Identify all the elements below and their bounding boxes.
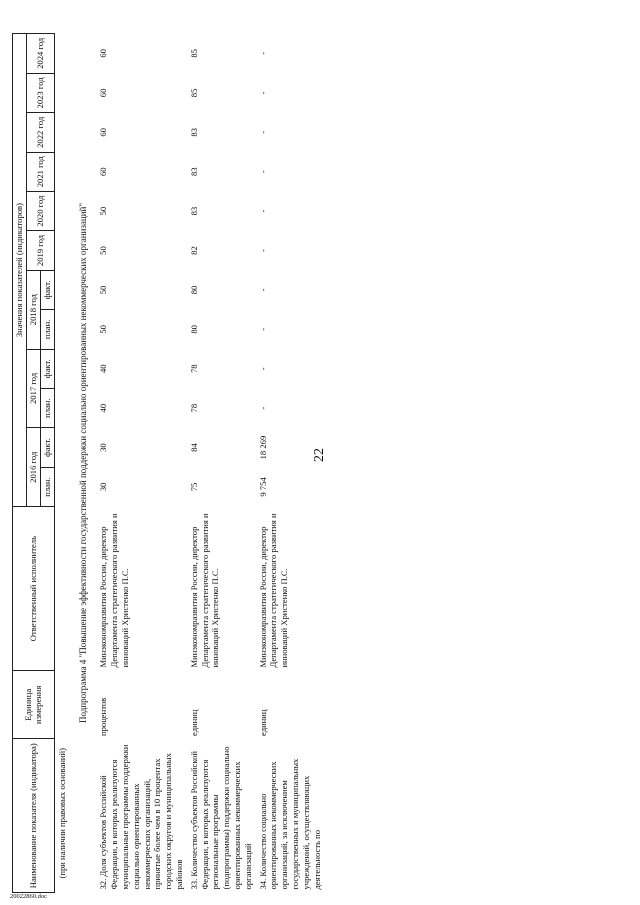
row-number: 33. xyxy=(188,878,199,890)
header-plan-2017: план. xyxy=(40,388,54,427)
value-2018-plan: - xyxy=(257,327,268,331)
header-year-2018: 2018 год xyxy=(26,270,40,349)
responsible-cell: Минэкономразвития России, директор Департамента стратегического развития и инноваций Христенко П.С. xyxy=(257,513,290,668)
value-2020: - xyxy=(257,209,268,213)
value-2021: 60 xyxy=(98,167,109,177)
header-year-2016: 2016 год xyxy=(26,428,40,507)
value-2016-fact: 18 269 xyxy=(257,435,268,460)
table-row xyxy=(96,34,186,893)
header-year-2021: 2021 год xyxy=(26,152,54,191)
indicator-name-text: Количество социально ориентированных некоммерческих организаций, за исключением государственных и муниципальных учреждений, осуществляющих деятельность по xyxy=(257,758,322,890)
value-2023: - xyxy=(257,91,268,95)
header-year-2024: 2024 год xyxy=(26,34,54,74)
value-2017-fact: 40 xyxy=(98,364,109,374)
table-row xyxy=(187,34,256,893)
value-2017-plan: - xyxy=(257,406,268,410)
value-2024: - xyxy=(257,51,268,55)
header-fact-2017: факт. xyxy=(40,349,54,388)
value-2016-fact: 30 xyxy=(98,443,109,452)
value-2018-plan: 50 xyxy=(98,325,109,334)
unit-cell: единиц xyxy=(188,709,199,736)
row-number: 34. xyxy=(257,878,268,890)
responsible-cell: Минэкономразвития России, директор Департамента стратегического развития и инноваций Христенко П.С. xyxy=(188,513,221,668)
continuation-row xyxy=(54,34,69,893)
value-2019: - xyxy=(257,249,268,252)
value-2018-fact: - xyxy=(257,288,268,292)
header-unit: Единица измерения xyxy=(13,671,55,739)
header-responsible: Ответственный исполнитель xyxy=(13,507,55,671)
indicator-name xyxy=(256,739,325,893)
indicator-name-text: Доля субъектов Российской Федерации, в которых реализуются муниципальные программы поддержки социально ориентированных некоммерческих организаций, принятые более чем в 10 процентах городских округов и муниципальных районов xyxy=(98,744,184,890)
header-plan-2016: план. xyxy=(40,467,54,506)
header-year-2022: 2022 год xyxy=(26,113,54,152)
header-year-2023: 2023 год xyxy=(26,73,54,112)
indicators-table xyxy=(12,33,324,893)
indicator-name xyxy=(187,739,256,893)
value-2024: 85 xyxy=(188,49,199,58)
value-2016-plan: 75 xyxy=(188,482,199,492)
value-2021: 83 xyxy=(188,167,199,177)
value-2018-plan: 80 xyxy=(188,325,199,334)
value-2017-plan: 78 xyxy=(188,403,199,413)
value-2016-fact: 84 xyxy=(188,443,199,452)
value-2017-fact: - xyxy=(257,367,268,371)
value-2019: 50 xyxy=(98,246,109,255)
header-values: Значения показателей (индикаторов) xyxy=(13,34,27,507)
subprogram-title: Подпрограмма 4 "Повышение эффективности государственной поддержки социально ориентированных некоммерческих организаций" xyxy=(77,202,88,724)
unit-cell: единиц xyxy=(257,709,268,736)
table-row xyxy=(256,34,325,893)
footer-filename: 20022860.doc xyxy=(10,893,48,900)
responsible-cell: Минэкономразвития России, директор Департамента стратегического развития и инноваций Христенко П.С. xyxy=(98,513,130,668)
indicator-name xyxy=(96,739,186,893)
value-2017-plan: 40 xyxy=(98,403,109,413)
header-fact-2018: факт. xyxy=(40,270,54,309)
page-number: 22 xyxy=(312,448,327,462)
value-2018-fact: 50 xyxy=(98,285,109,295)
value-2024: 60 xyxy=(98,49,109,58)
value-2018-fact: 80 xyxy=(188,285,199,295)
header-year-2017: 2017 год xyxy=(26,349,40,428)
header-year-2019: 2019 год xyxy=(26,231,54,270)
value-2023: 85 xyxy=(188,88,199,98)
value-2023: 60 xyxy=(98,88,109,98)
header-name: Наименование показателя (индикатора) xyxy=(13,739,55,893)
value-2022: - xyxy=(257,130,268,134)
value-2020: 50 xyxy=(98,206,109,216)
value-2021: - xyxy=(257,170,268,174)
row-number: 32. xyxy=(98,878,109,890)
unit-cell: процентов xyxy=(98,697,109,736)
value-2017-fact: 78 xyxy=(188,364,199,374)
value-2016-plan: 30 xyxy=(98,482,109,492)
table-header xyxy=(13,34,55,893)
header-fact-2016: факт. xyxy=(40,428,54,467)
header-plan-2018: план. xyxy=(40,310,54,349)
rotated-table-area xyxy=(12,33,592,893)
indicator-name-text: Количество субъектов Российской Федерации, в которых реализуются региональные программы (подпрограммы) поддержки социально ориентированных некоммерческих организаций xyxy=(188,746,253,890)
subprogram-row xyxy=(70,34,97,893)
value-2019: 82 xyxy=(188,246,199,255)
continuation-text: (при наличии правовых оснований) xyxy=(56,748,67,879)
value-2016-plan: 9 754 xyxy=(257,477,268,497)
value-2022: 83 xyxy=(188,128,199,137)
header-year-2020: 2020 год xyxy=(26,191,54,230)
value-2022: 60 xyxy=(98,128,109,137)
value-2020: 83 xyxy=(188,206,199,216)
